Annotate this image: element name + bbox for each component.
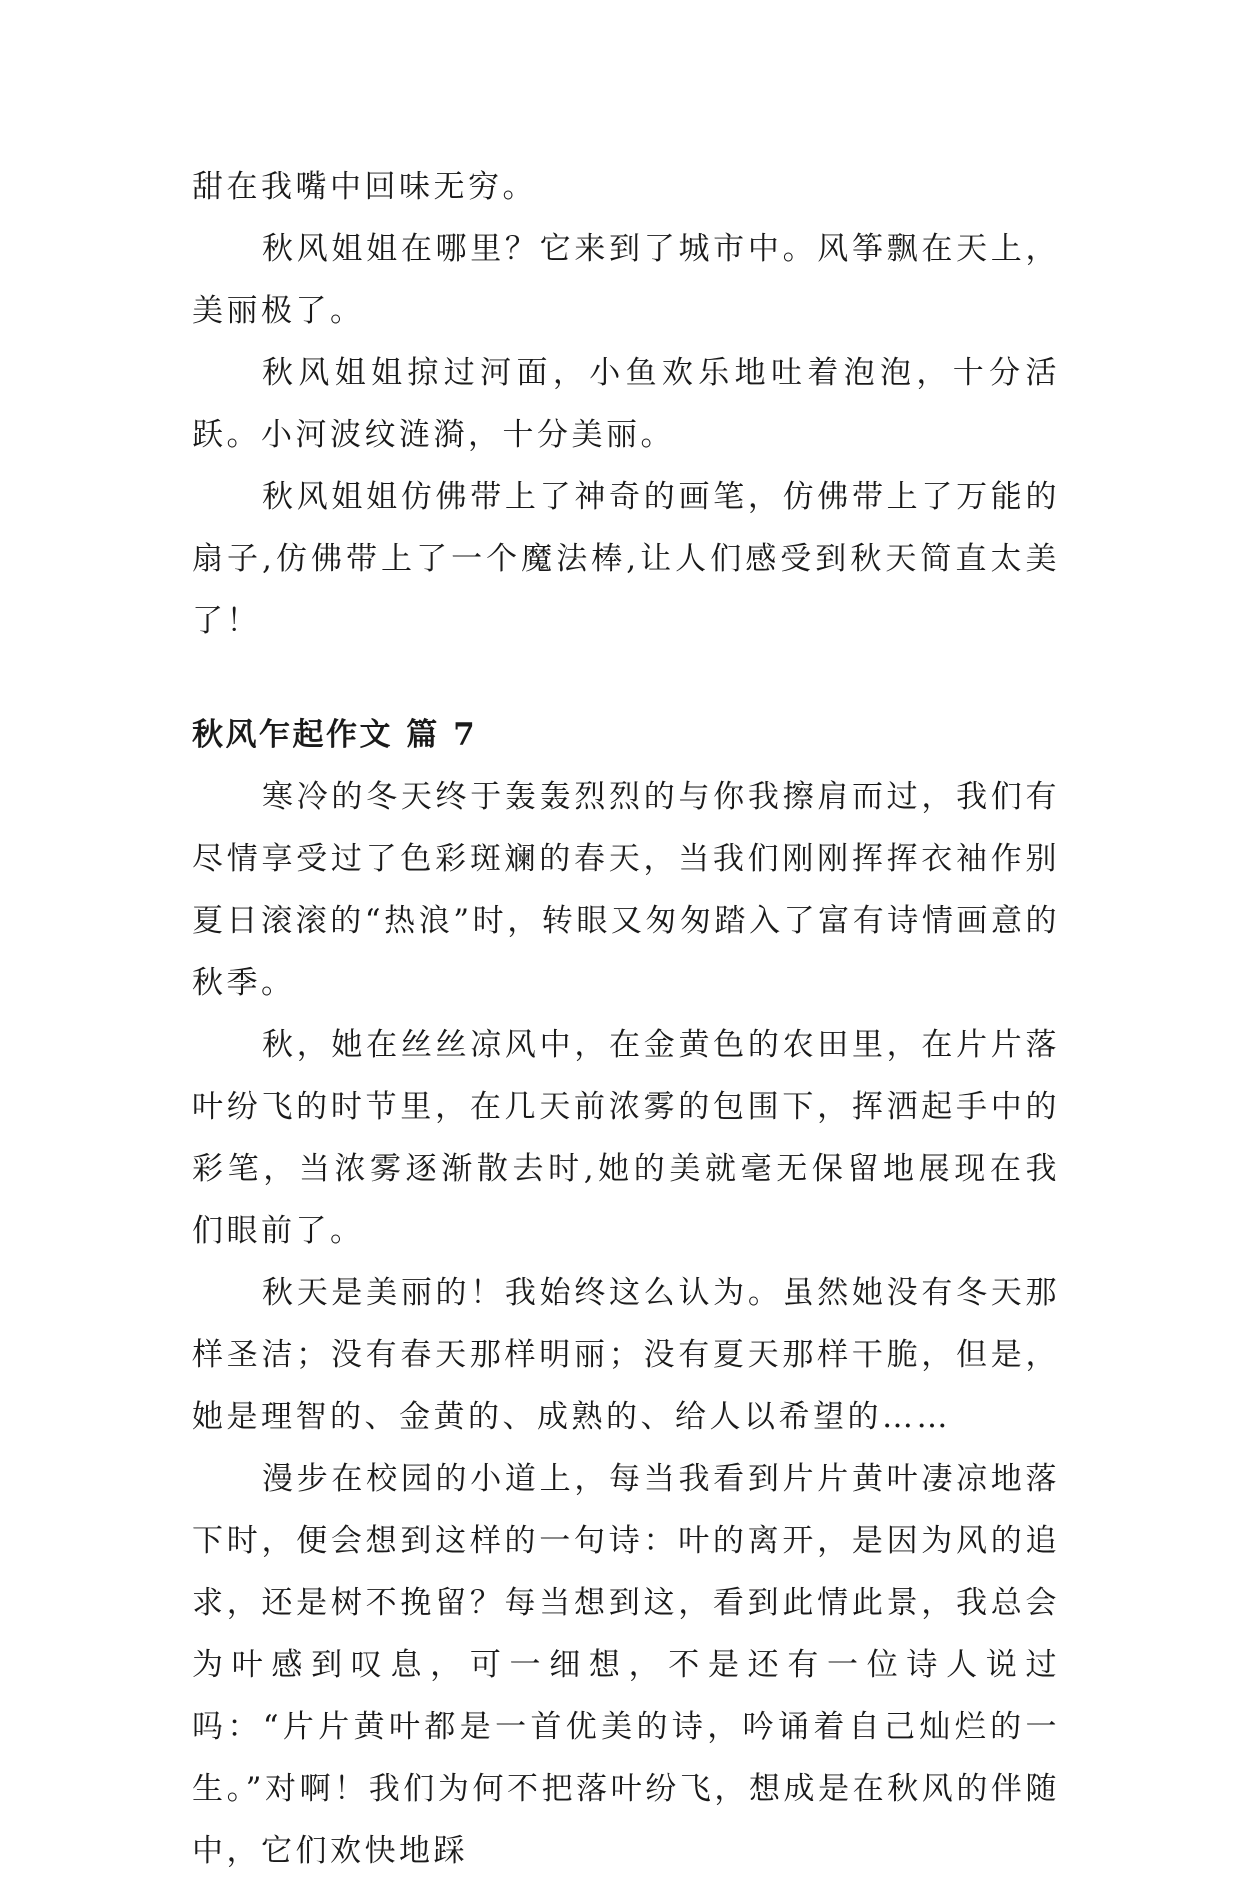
paragraph: 秋风姐姐仿佛带上了神奇的画笔，仿佛带上了万能的扇子,仿佛带上了一个魔法棒,让人们感受到秋天简直太美了！ xyxy=(192,479,1060,639)
paragraph: 秋，她在丝丝凉风中，在金黄色的农田里，在片片落叶纷飞的时节里，在几天前浓雾的包围下，挥洒起手中的彩笔，当浓雾逐渐散去时,她的美就毫无保留地展现在我们眼前了。 xyxy=(192,1027,1060,1249)
paragraph: 漫步在校园的小道上，每当我看到片片黄叶凄凉地落下时，便会想到这样的一句诗：叶的离开，是因为风的追求，还是树不挽留？每当想到这，看到此情此景，我总会为叶感到叹息，可一细想，不是还有一位诗人说过吗：“片片黄叶都是一首优美的诗，吟诵着自己灿烂的一生。”对啊！我们为何不把落叶纷飞，想成是在秋风的伴随中，它们欢快地踩 xyxy=(192,1461,1060,1869)
paragraph: 秋风姐姐在哪里？它来到了城市中。风筝飘在天上，美丽极了。 xyxy=(192,231,1060,329)
paragraph: 寒冷的冬天终于轰轰烈烈的与你我擦肩而过，我们有尽情享受过了色彩斑斓的春天，当我们刚刚挥挥衣袖作别夏日滚滚的“热浪”时，转眼又匆匆踏入了富有诗情画意的秋季。 xyxy=(192,779,1060,1001)
section-title: 秋风乍起作文 篇 7 xyxy=(192,717,478,753)
paragraph-continuation: 甜在我嘴中回味无穷。 xyxy=(192,169,537,205)
document-body xyxy=(192,156,1060,1882)
paragraph: 秋天是美丽的！我始终这么认为。虽然她没有冬天那样圣洁；没有春天那样明丽；没有夏天那样干脆，但是，她是理智的、金黄的、成熟的、给人以希望的…… xyxy=(192,1275,1060,1435)
paragraph: 秋风姐姐掠过河面，小鱼欢乐地吐着泡泡，十分活跃。小河波纹涟漪，十分美丽。 xyxy=(192,355,1060,453)
